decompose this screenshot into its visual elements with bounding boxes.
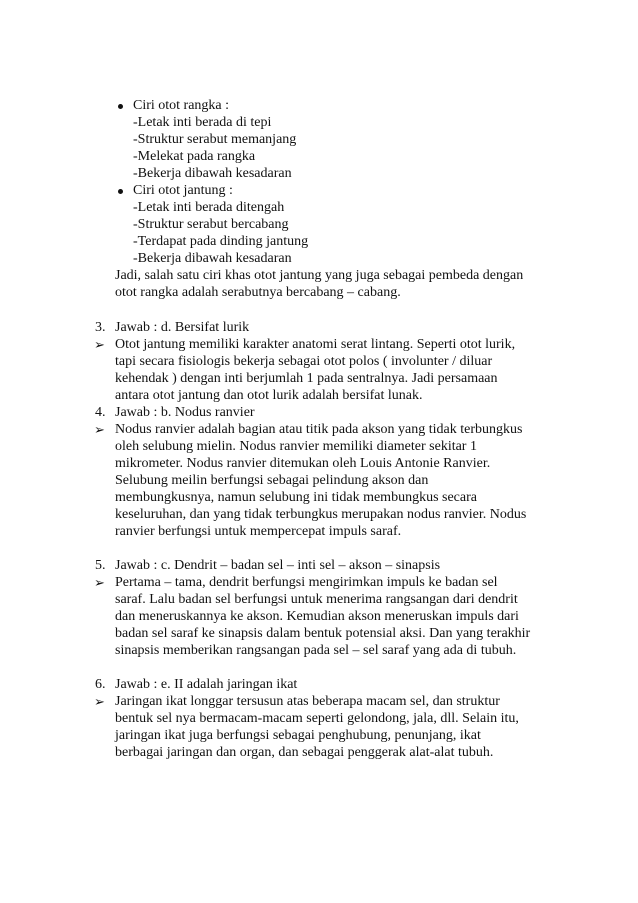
question-number: 5.: [95, 558, 106, 573]
list-item: -Letak inti berada di tepi: [133, 115, 272, 130]
list-item: -Terdapat pada dinding jantung: [133, 234, 309, 249]
conclusion-line: otot rangka adalah serabutnya bercabang – cabang.: [115, 285, 401, 300]
arrow-bullet-icon: ➢: [94, 422, 105, 437]
explanation-line: kehendak ) dengan inti berjumlah 1 pada sentralnya. Jadi persamaan: [115, 371, 498, 386]
explanation-line: dan meneruskannya ke akson. Kemudian akson meneruskan impuls dari: [115, 609, 519, 624]
conclusion-line: Jadi, salah satu ciri khas otot jantung yang juga sebagai pembeda dengan: [115, 268, 524, 283]
list-item: -Struktur serabut bercabang: [133, 217, 289, 232]
explanation-line: bentuk sel nya bermacam-macam seperti gelondong, jala, dll. Selain itu,: [115, 711, 519, 726]
explanation-line: mikrometer. Nodus ranvier ditemukan oleh Louis Antonie Ranvier.: [115, 456, 491, 471]
answer-line: Jawab : c. Dendrit – badan sel – inti sel – akson – sinapsis: [115, 558, 441, 573]
explanation-line: membungkusnya, namun selubung ini tidak membungkus secara: [115, 490, 477, 505]
arrow-bullet-icon: ➢: [94, 337, 105, 352]
answer-line: Jawab : b. Nodus ranvier: [115, 405, 255, 420]
list-item: -Bekerja dibawah kesadaran: [133, 251, 292, 266]
explanation-line: Jaringan ikat longgar tersusun atas beberapa macam sel, dan struktur: [115, 694, 500, 709]
explanation-line: Otot jantung memiliki karakter anatomi serat lintang. Seperti otot lurik,: [115, 337, 516, 352]
explanation-line: Selubung meilin berfungsi sebagai pelindung akson dan: [115, 473, 429, 488]
explanation-line: keseluruhan, dan yang tidak terbungkus merupakan nodus ranvier. Nodus: [115, 507, 527, 522]
bullet-icon: [118, 189, 123, 194]
answer-line: Jawab : e. II adalah jaringan ikat: [115, 677, 298, 692]
list-item: -Letak inti berada ditengah: [133, 200, 285, 215]
arrow-bullet-icon: ➢: [94, 694, 105, 709]
explanation-line: sinapsis memberikan rangsangan pada sel – sel saraf yang ada di tubuh.: [115, 643, 517, 658]
question-number: 3.: [95, 320, 106, 335]
question-number: 6.: [95, 677, 106, 692]
bullet-title: Ciri otot jantung :: [133, 183, 233, 198]
explanation-line: saraf. Lalu badan sel berfungsi untuk menerima rangsangan dari dendrit: [115, 592, 518, 607]
explanation-line: ranvier berfungsi untuk mempercepat impuls saraf.: [115, 524, 402, 539]
list-item: -Struktur serabut memanjang: [133, 132, 297, 147]
list-item: -Bekerja dibawah kesadaran: [133, 166, 292, 181]
bullet-icon: [118, 104, 123, 109]
explanation-line: Pertama – tama, dendrit berfungsi mengirimkan impuls ke badan sel: [115, 575, 498, 590]
explanation-line: Nodus ranvier adalah bagian atau titik pada akson yang tidak terbungkus: [115, 422, 523, 437]
answer-line: Jawab : d. Bersifat lurik: [115, 320, 250, 335]
explanation-line: badan sel saraf ke sinapsis dalam bentuk potensial aksi. Dan yang terakhir: [115, 626, 531, 641]
explanation-line: tapi secara fisiologis bekerja sebagai otot polos ( involunter / diluar: [115, 354, 493, 369]
question-number: 4.: [95, 405, 106, 420]
explanation-line: antara otot jantung dan otot lurik adalah bersifat lunak.: [115, 388, 423, 403]
arrow-bullet-icon: ➢: [94, 575, 105, 590]
bullet-title: Ciri otot rangka :: [133, 98, 230, 113]
explanation-line: oleh selubung mielin. Nodus ranvier memiliki diameter sekitar 1: [115, 439, 477, 454]
explanation-line: berbagai jaringan dan organ, dan sebagai penggerak alat-alat tubuh.: [115, 745, 494, 760]
list-item: -Melekat pada rangka: [133, 149, 256, 164]
explanation-line: jaringan ikat juga berfungsi sebagai penghubung, penunjang, ikat: [115, 728, 481, 743]
